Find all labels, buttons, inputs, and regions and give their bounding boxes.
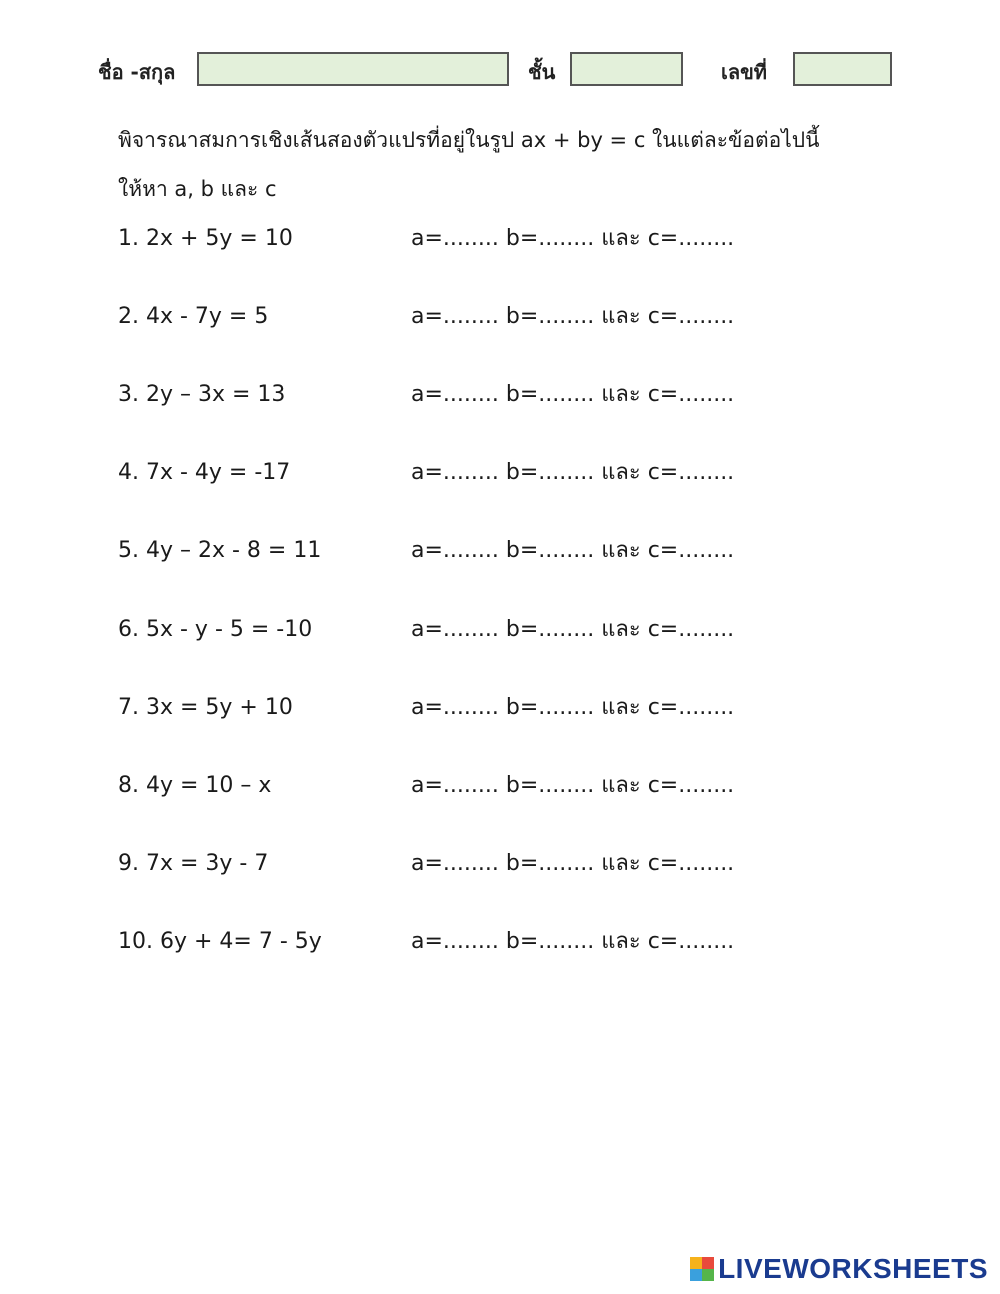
answer-c[interactable]: c=........ bbox=[647, 695, 735, 720]
answer-blanks[interactable] bbox=[411, 848, 734, 880]
number-label: เลขที่ bbox=[721, 60, 767, 84]
logo-tile-4 bbox=[702, 1269, 714, 1281]
liveworksheets-brand bbox=[690, 1254, 988, 1284]
answer-a[interactable]: a=........ bbox=[411, 695, 499, 720]
answer-c[interactable]: c=........ bbox=[647, 617, 735, 642]
instruction-line-1: พิจารณาสมการเชิงเส้นสองตัวแปรที่อยู่ในรูป ax + by = c ในแต่ละข้อต่อไปนี้ bbox=[118, 128, 820, 152]
answer-a[interactable]: a=........ bbox=[411, 382, 499, 407]
question-row bbox=[118, 770, 818, 802]
answer-and: และ bbox=[601, 538, 641, 563]
answer-b[interactable]: b=........ bbox=[505, 460, 595, 485]
answer-c[interactable]: c=........ bbox=[647, 929, 735, 954]
answer-b[interactable]: b=........ bbox=[505, 929, 595, 954]
answer-and: และ bbox=[601, 617, 641, 642]
answer-a[interactable]: a=........ bbox=[411, 304, 499, 329]
answer-a[interactable]: a=........ bbox=[411, 929, 499, 954]
logo-tile-2 bbox=[702, 1257, 714, 1269]
answer-c[interactable]: c=........ bbox=[647, 851, 735, 876]
answer-b[interactable]: b=........ bbox=[505, 538, 595, 563]
answer-a[interactable]: a=........ bbox=[411, 226, 499, 251]
answer-a[interactable]: a=........ bbox=[411, 773, 499, 798]
answer-blanks[interactable] bbox=[411, 770, 734, 802]
answer-a[interactable]: a=........ bbox=[411, 851, 499, 876]
question-equation: 4. 7x - 4y = -17 bbox=[118, 460, 291, 485]
question-row bbox=[118, 301, 818, 333]
answer-c[interactable]: c=........ bbox=[647, 460, 735, 485]
answer-and: และ bbox=[601, 929, 641, 954]
answer-b[interactable]: b=........ bbox=[505, 617, 595, 642]
answer-a[interactable]: a=........ bbox=[411, 460, 499, 485]
instruction-line-2: ให้หา a, b และ c bbox=[118, 177, 277, 201]
name-label: ชื่อ -สกุล bbox=[98, 60, 176, 84]
answer-a[interactable]: a=........ bbox=[411, 617, 499, 642]
liveworksheets-wordmark: LIVEWORKSHEETS bbox=[718, 1253, 988, 1284]
answer-and: และ bbox=[601, 851, 641, 876]
answer-b[interactable]: b=........ bbox=[505, 226, 595, 251]
answer-blanks[interactable] bbox=[411, 379, 734, 411]
question-row bbox=[118, 223, 818, 255]
question-equation: 7. 3x = 5y + 10 bbox=[118, 695, 293, 720]
answer-c[interactable]: c=........ bbox=[647, 382, 735, 407]
answer-b[interactable]: b=........ bbox=[505, 382, 595, 407]
question-equation: 6. 5x - y - 5 = -10 bbox=[118, 617, 313, 642]
number-field[interactable] bbox=[793, 52, 892, 86]
answer-b[interactable]: b=........ bbox=[505, 851, 595, 876]
answer-and: และ bbox=[601, 460, 641, 485]
answer-b[interactable]: b=........ bbox=[505, 304, 595, 329]
answer-b[interactable]: b=........ bbox=[505, 695, 595, 720]
logo-tile-3 bbox=[690, 1269, 702, 1281]
answer-blanks[interactable] bbox=[411, 457, 734, 489]
class-field[interactable] bbox=[570, 52, 683, 86]
class-label: ชั้น bbox=[528, 60, 556, 84]
question-equation: 8. 4y = 10 – x bbox=[118, 773, 272, 798]
answer-blanks[interactable] bbox=[411, 926, 734, 958]
question-row bbox=[118, 926, 818, 958]
name-field[interactable] bbox=[197, 52, 509, 86]
question-equation: 2. 4x - 7y = 5 bbox=[118, 304, 269, 329]
question-equation: 1. 2x + 5y = 10 bbox=[118, 226, 293, 251]
question-row bbox=[118, 379, 818, 411]
answer-blanks[interactable] bbox=[411, 535, 734, 567]
question-row bbox=[118, 457, 818, 489]
answer-and: และ bbox=[601, 304, 641, 329]
answer-c[interactable]: c=........ bbox=[647, 226, 735, 251]
answer-c[interactable]: c=........ bbox=[647, 538, 735, 563]
question-row bbox=[118, 692, 818, 724]
answer-and: และ bbox=[601, 382, 641, 407]
answer-c[interactable]: c=........ bbox=[647, 773, 735, 798]
answer-b[interactable]: b=........ bbox=[505, 773, 595, 798]
question-row bbox=[118, 535, 818, 567]
answer-and: และ bbox=[601, 695, 641, 720]
answer-c[interactable]: c=........ bbox=[647, 304, 735, 329]
logo-tile-1 bbox=[690, 1257, 702, 1269]
question-row bbox=[118, 614, 818, 646]
answer-and: และ bbox=[601, 773, 641, 798]
question-equation: 3. 2y – 3x = 13 bbox=[118, 382, 286, 407]
answer-a[interactable]: a=........ bbox=[411, 538, 499, 563]
answer-blanks[interactable] bbox=[411, 614, 734, 646]
question-row bbox=[118, 848, 818, 880]
answer-blanks[interactable] bbox=[411, 692, 734, 724]
answer-and: และ bbox=[601, 226, 641, 251]
answer-blanks[interactable] bbox=[411, 301, 734, 333]
question-equation: 10. 6y + 4= 7 - 5y bbox=[118, 929, 322, 954]
question-equation: 9. 7x = 3y - 7 bbox=[118, 851, 269, 876]
question-equation: 5. 4y – 2x - 8 = 11 bbox=[118, 538, 322, 563]
liveworksheets-logo-icon bbox=[690, 1257, 714, 1281]
answer-blanks[interactable] bbox=[411, 223, 734, 255]
